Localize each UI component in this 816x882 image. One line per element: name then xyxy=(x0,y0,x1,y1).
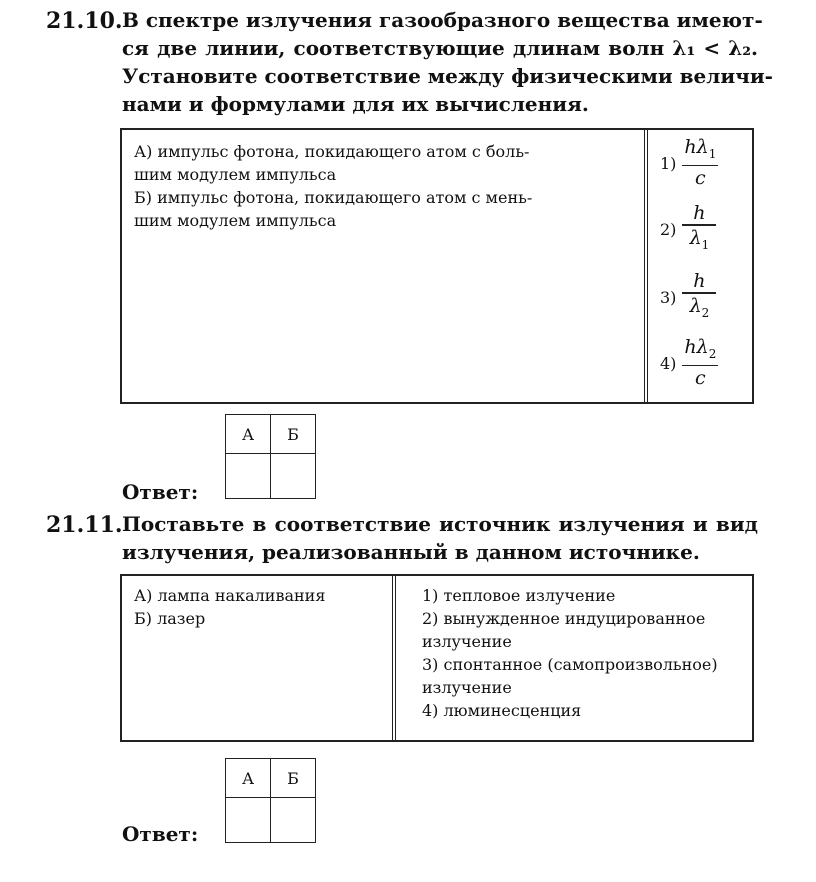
fraction: $\frac{h\lambda_1}{c}$ xyxy=(684,136,717,190)
fraction: $\frac{h\lambda_2}{c}$ xyxy=(684,336,717,390)
fraction: $\frac{h}{\lambda_2}$ xyxy=(682,270,716,324)
answer-header-b: Б xyxy=(271,415,316,454)
formula-2: 2) $\frac{h}{\lambda_1}$ xyxy=(660,202,716,256)
answer-header-a: А xyxy=(226,415,271,454)
source-item-a: А) лампа накаливания xyxy=(134,586,326,605)
quantity-item-a: А) импульс фотона, покидающего атом с боль- шим модулем импульса xyxy=(134,142,530,184)
radiation-item-4: 4) люминесценция xyxy=(422,701,582,720)
statement-line: излучения, реализованный в данном источнике. xyxy=(122,540,700,564)
source-item-b: Б) лазер xyxy=(134,609,206,628)
answer-header-a: А xyxy=(226,759,271,798)
statement-line: Установите соответствие между физическими величи- xyxy=(122,64,773,88)
answer-cell-a[interactable] xyxy=(226,454,271,499)
statement-line: ся две линии, соответствующие длинам волн λ₁ < λ₂. xyxy=(122,36,758,60)
problem-statement xyxy=(122,6,773,118)
formula-4: 4) $\frac{h\lambda_2}{c}$ xyxy=(660,336,717,390)
sources-column xyxy=(122,576,402,740)
answer-grid-21-11 xyxy=(225,758,316,843)
statement-line: В спектре излучения газообразного вещества имеют- xyxy=(122,8,763,32)
problem-number: 21.11. xyxy=(46,512,123,538)
formulas-column xyxy=(646,130,752,402)
problem-number: 21.10. xyxy=(46,8,123,34)
statement-line: нами и формулами для их вычисления. xyxy=(122,92,589,116)
radiation-item-1: 1) тепловое излучение xyxy=(422,586,616,605)
answer-grid-21-10 xyxy=(225,414,316,499)
answer-cell-a[interactable] xyxy=(226,798,271,843)
radiation-item-2: 2) вынужденное индуцированное излучение xyxy=(422,609,706,651)
quantity-item-b: Б) импульс фотона, покидающего атом с мень- шим модулем импульса xyxy=(134,188,533,230)
formula-3: 3) $\frac{h}{\lambda_2}$ xyxy=(660,270,716,324)
fraction: $\frac{h}{\lambda_1}$ xyxy=(682,202,716,256)
matching-table-21-11 xyxy=(120,574,754,742)
answer-label: Ответ: xyxy=(122,822,199,846)
radiation-item-3: 3) спонтанное (самопроизвольное) излучение xyxy=(422,655,718,697)
column-divider xyxy=(392,576,396,740)
formula-1: 1) $\frac{h\lambda_1}{c}$ xyxy=(660,136,717,190)
quantities-column xyxy=(122,130,654,402)
answer-cell-b[interactable] xyxy=(271,454,316,499)
answer-header-b: Б xyxy=(271,759,316,798)
radiation-types-column xyxy=(412,576,752,740)
matching-table-21-10 xyxy=(120,128,754,404)
answer-cell-b[interactable] xyxy=(271,798,316,843)
answer-label: Ответ: xyxy=(122,480,199,504)
problem-statement xyxy=(122,510,758,566)
statement-line: Поставьте в соответствие источник излучения и вид xyxy=(122,512,758,536)
